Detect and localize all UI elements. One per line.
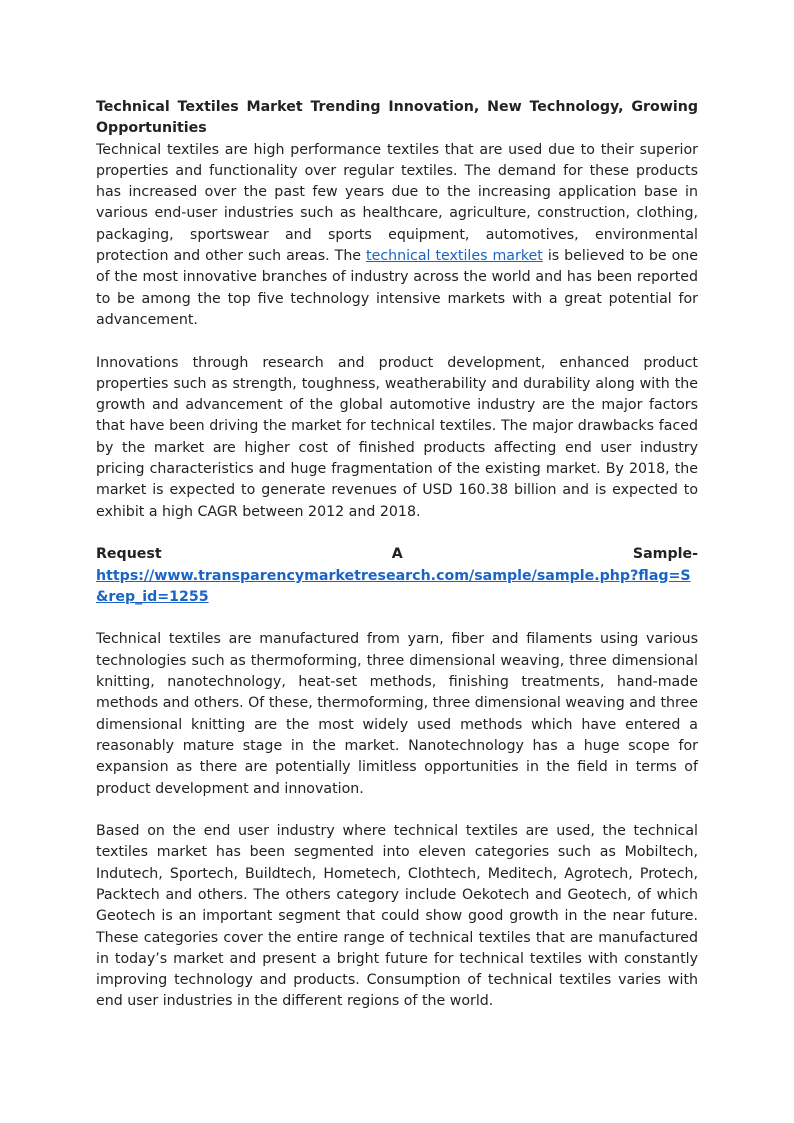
a-word: A bbox=[391, 546, 403, 563]
document-page bbox=[96, 97, 698, 1034]
request-word: Request bbox=[96, 546, 162, 563]
paragraph-intro-text-before: Technical textiles are high performance textiles that are used due to their superior properties and functionality over regular textiles. The demand for these products has increased over the past few years due to the increasing application base in various end-user industries such as healthcare, agriculture, construction, clothing, packaging, sportswear and sports equipment, automotives, environmental protection and other such areas. The bbox=[96, 141, 698, 265]
request-sample-label bbox=[96, 544, 698, 565]
paragraph-segments: Based on the end user industry where technical textiles are used, the technical textiles market has been segmented into eleven categories such as Mobiltech, Indutech, Sportech, Buildtech, Hometech, Clothtech, Meditech, Agrotech, Protech, Packtech and others. The others category include Oekotech and Geotech, of which Geotech is an important segment that could show good growth in the near future. These categories cover the entire range of technical textiles that are manufactured in today’s market and present a bright future for technical textiles with constantly improving technology and products. Consumption of technical textiles varies with end user industries in the different regions of the world. bbox=[96, 823, 698, 1010]
sample-request-link[interactable]: https://www.transparencymarketresearch.com/sample/sample.php?flag=S&rep_id=1255 bbox=[96, 567, 691, 605]
sample-word: Sample- bbox=[632, 546, 698, 563]
paragraph-manufacturing: Technical textiles are manufactured from yarn, fiber and filaments using various technologies such as thermoforming, three dimensional weaving, three dimensional knitting, nanotechnology, heat-set methods, finishing treatments, hand-made methods and others. Of these, thermoforming, three dimensional weaving and three dimensional knitting are the most widely used methods which have entered a reasonably mature stage in the market. Nanotechnology has a huge scope for expansion as there are potentially limitless opportunities in the field in terms of product development and innovation. bbox=[96, 631, 698, 797]
paragraph-innovations: Innovations through research and product development, enhanced product properties such as strength, toughness, weatherability and durability along with the growth and advancement of the global automotive industry are the major factors that have been driving the market for technical textiles. The major drawbacks faced by the market are higher cost of finished products affecting end user industry pricing characteristics and huge fragmentation of the existing market. By 2018, the market is expected to generate revenues of USD 160.38 billion and is expected to exhibit a high CAGR between 2012 and 2018. bbox=[96, 354, 698, 520]
paragraph-intro bbox=[96, 140, 698, 332]
paragraph-intro-text-after: is believed to be one of the most innovative branches of industry across the world and has been reported to be among the top five technology intensive markets with a great potential for advancement. bbox=[96, 248, 698, 328]
page-title: Technical Textiles Market Trending Innovation, New Technology, Growing Opportunities bbox=[96, 99, 698, 137]
technical-textiles-market-link[interactable]: technical textiles market bbox=[366, 248, 543, 265]
request-sample-block bbox=[96, 544, 698, 608]
